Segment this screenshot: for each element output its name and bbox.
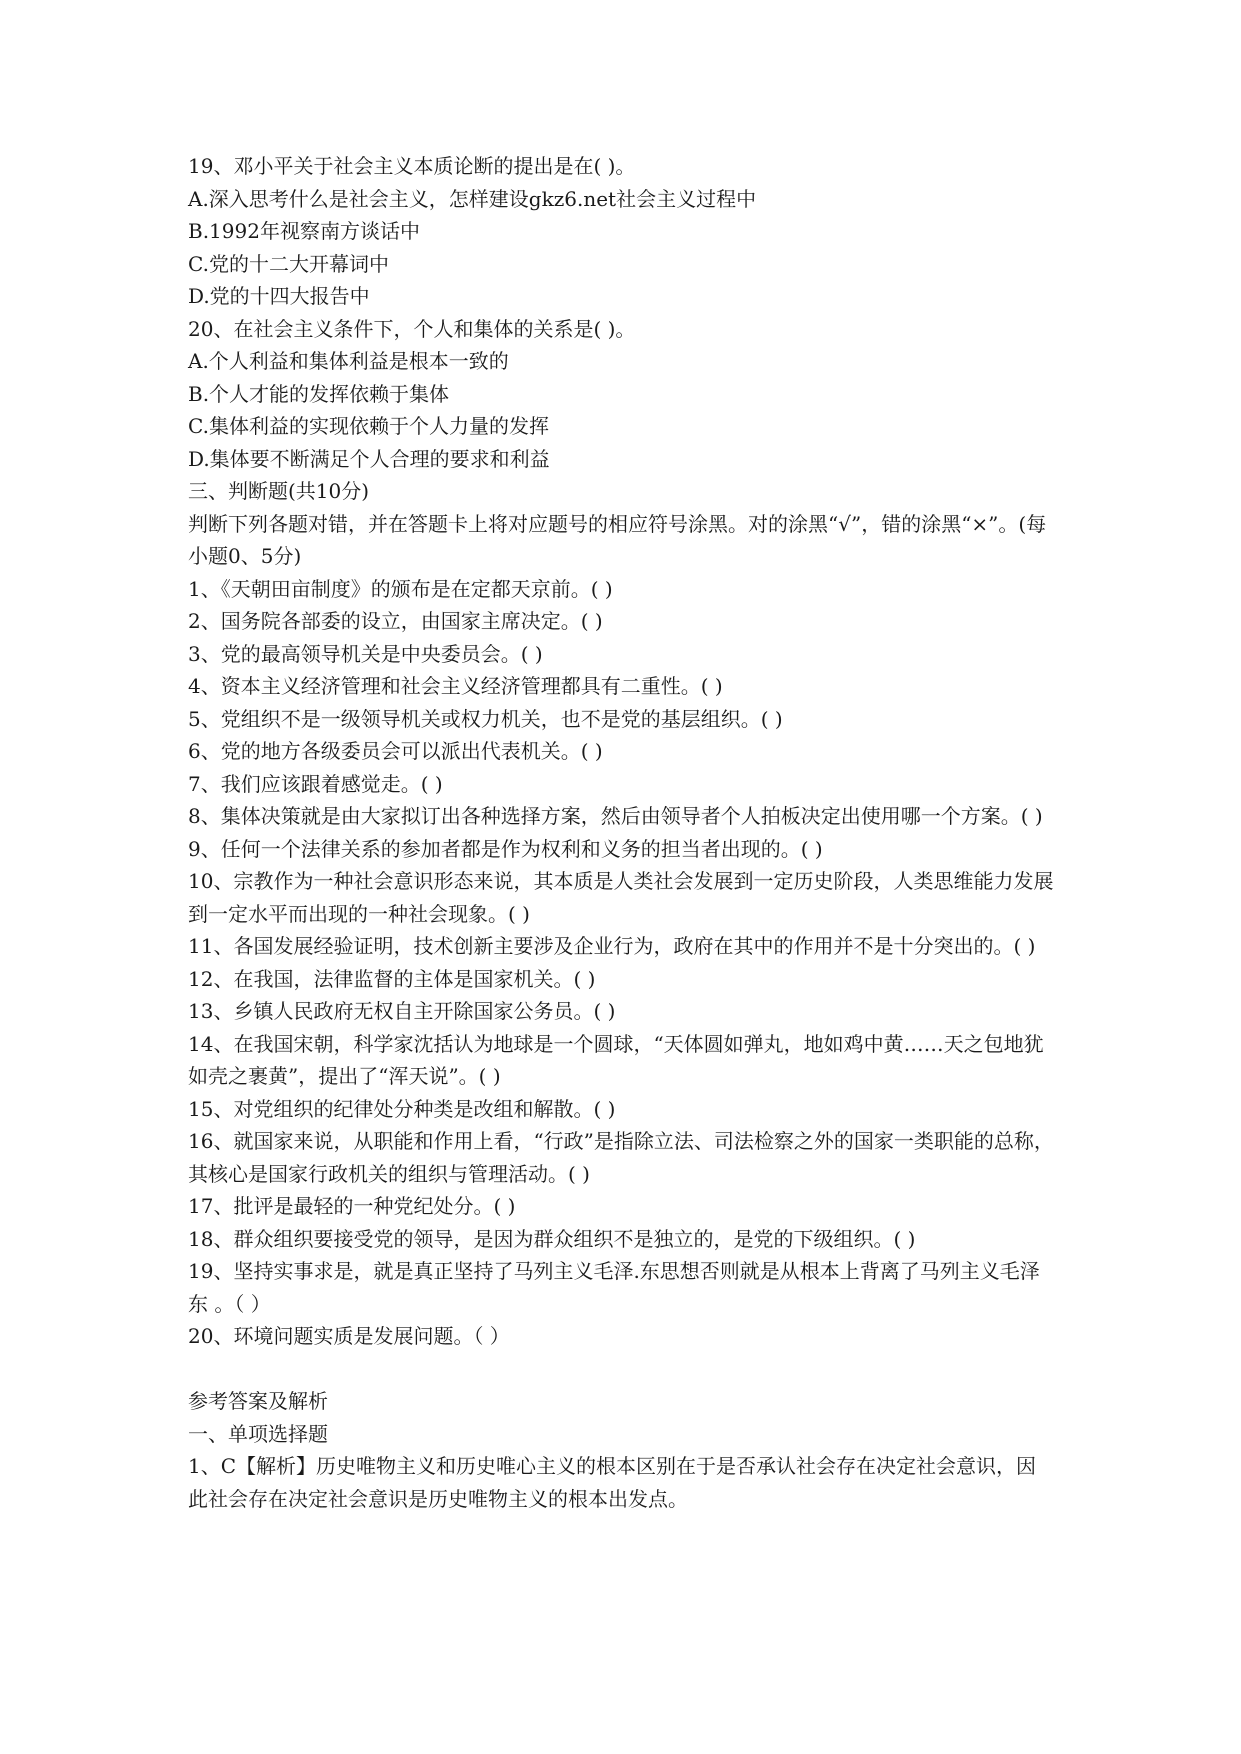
answers-subheading: 一、单项选择题 bbox=[188, 1421, 328, 1446]
judge-item-16: 16、就国家来说，从职能和作用上看，“行政”是指除立法、司法检察之外的国家一类职能的总称，其核心是国家行政机关的组织与管理活动。( ) bbox=[188, 1129, 1054, 1186]
judge-item-7: 7、我们应该跟着感觉走。( ) bbox=[188, 771, 443, 796]
judge-item-6: 6、党的地方各级委员会可以派出代表机关。( ) bbox=[188, 739, 603, 763]
judge-section-heading: 三、判断题(共10分) bbox=[188, 479, 370, 503]
judge-item-19: 19、坚持实事求是，就是真正坚持了马列主义毛泽.东思想否则就是从根本上背离了马列主义毛泽东 。（ ） bbox=[188, 1259, 1040, 1316]
question-20-stem: 20、在社会主义条件下，个人和集体的关系是( )。 bbox=[188, 316, 636, 341]
question-19-option-d: D.党的十四大报告中 bbox=[188, 284, 370, 308]
judge-item-17: 17、批评是最轻的一种党纪处分。( ) bbox=[188, 1194, 516, 1218]
judge-item-4: 4、资本主义经济管理和社会主义经济管理都具有二重性。( ) bbox=[188, 674, 723, 698]
question-20-option-a: A.个人利益和集体利益是根本一致的 bbox=[188, 349, 509, 373]
judge-item-18: 18、群众组织要接受党的领导，是因为群众组织不是独立的，是党的下级组织。( ) bbox=[188, 1226, 916, 1251]
judge-item-9: 9、任何一个法律关系的参加者都是作为权利和义务的担当者出现的。( ) bbox=[188, 836, 823, 861]
answer-item-1: 1、C【解析】历史唯物主义和历史唯心主义的根本区别在于是否承认社会存在决定社会意识，因此社会存在决定社会意识是历史唯物主义的根本出发点。 bbox=[188, 1454, 1037, 1511]
judge-item-1: 1、《天朝田亩制度》的颁布是在定都天京前。( ) bbox=[188, 576, 613, 601]
blank-line bbox=[188, 1353, 1056, 1386]
judge-item-2: 2、国务院各部委的设立，由国家主席决定。( ) bbox=[188, 609, 603, 633]
judge-item-15: 15、对党组织的纪律处分种类是改组和解散。( ) bbox=[188, 1096, 616, 1121]
judge-item-10: 10、宗教作为一种社会意识形态来说，其本质是人类社会发展到一定历史阶段，人类思维能力发展到一定水平而出现的一种社会现象。( ) bbox=[188, 869, 1054, 926]
answers-heading: 参考答案及解析 bbox=[188, 1389, 328, 1413]
question-19-stem: 19、邓小平关于社会主义本质论断的提出是在( )。 bbox=[188, 154, 636, 178]
question-20-option-b: B.个人才能的发挥依赖于集体 bbox=[188, 381, 450, 406]
judge-instruction: 判断下列各题对错，并在答题卡上将对应题号的相应符号涂黑。对的涂黑“√”，错的涂黑“×”。(每小题0、5分) bbox=[188, 511, 1047, 568]
question-19-option-a: A.深入思考什么是社会主义，怎样建设gkz6.net社会主义过程中 bbox=[188, 186, 757, 211]
judge-item-12: 12、在我国，法律监督的主体是国家机关。( ) bbox=[188, 966, 596, 991]
judge-item-11: 11、各国发展经验证明，技术创新主要涉及企业行为，政府在其中的作用并不是十分突出的。( ) bbox=[188, 934, 1036, 958]
judge-item-3: 3、党的最高领导机关是中央委员会。( ) bbox=[188, 641, 543, 666]
question-20-option-d: D.集体要不断满足个人合理的要求和利益 bbox=[188, 446, 550, 471]
question-19-option-b: B.1992年视察南方谈话中 bbox=[188, 219, 420, 243]
question-19-option-c: C.党的十二大开幕词中 bbox=[188, 251, 389, 276]
judge-item-14: 14、在我国宋朝，科学家沈括认为地球是一个圆球，“天体圆如弹丸，地如鸡中黄……天之包地犹如壳之裹黄”，提出了“浑天说”。( ) bbox=[188, 1031, 1044, 1088]
judge-item-8: 8、集体决策就是由大家拟订出各种选择方案，然后由领导者个人拍板决定出使用哪一个方案。( ) bbox=[188, 804, 1043, 828]
document-page bbox=[188, 150, 1056, 1515]
judge-item-5: 5、党组织不是一级领导机关或权力机关，也不是党的基层组织。( ) bbox=[188, 706, 783, 731]
judge-item-13: 13、乡镇人民政府无权自主开除国家公务员。( ) bbox=[188, 999, 616, 1023]
judge-item-20: 20、环境问题实质是发展问题。（ ） bbox=[188, 1324, 510, 1348]
question-20-option-c: C.集体利益的实现依赖于个人力量的发挥 bbox=[188, 414, 549, 438]
